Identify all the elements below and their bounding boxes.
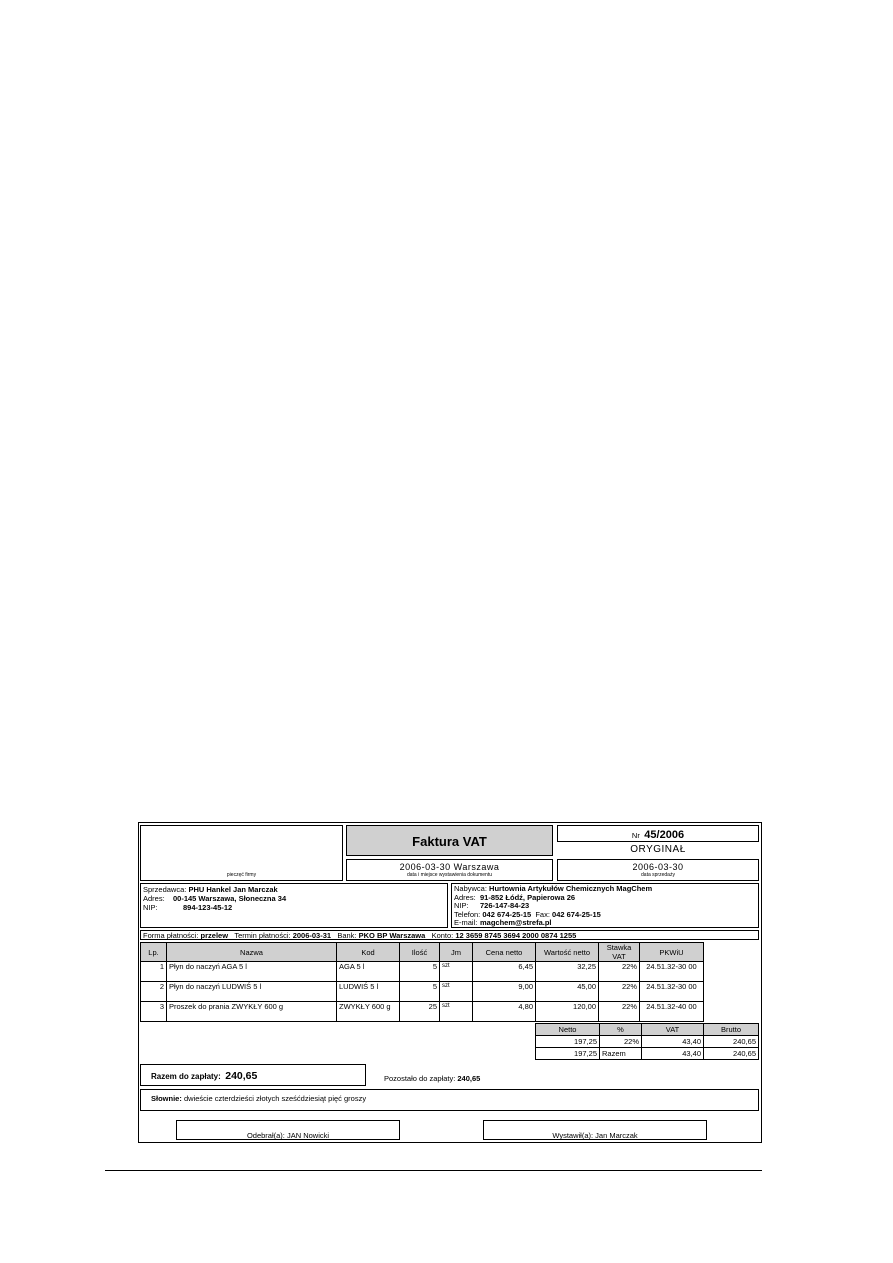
seller-nip-label: NIP: <box>143 903 158 912</box>
table-row <box>141 962 704 982</box>
items-header-row <box>141 943 704 962</box>
item-unit: szt <box>440 962 473 982</box>
buyer-fax: 042 674-25-15 <box>552 909 601 919</box>
item-name: Płyn do naczyń LUDWIŚ 5 l <box>167 982 337 1002</box>
item-unit: szt <box>440 982 473 1002</box>
stamp-label: pieczęć firmy <box>226 872 257 878</box>
buyer-name: Hurtownia Artykułów Chemicznych MagChem <box>489 884 653 893</box>
col-qty: Ilość <box>400 943 440 962</box>
issue-caption: data i miejsce wystawienia dokumentu <box>406 872 493 878</box>
account-number: 12 3659 8745 3694 2000 0874 1255 <box>455 931 577 940</box>
received-signature-box <box>176 1120 400 1140</box>
col-net-value: Wartość netto <box>536 943 599 962</box>
amount-in-words: dwieście czterdzieści złotych sześćdziesiąt pięć groszy <box>183 1094 367 1103</box>
item-pkwiu: 24.51.32-30 00 <box>640 982 704 1002</box>
invoice-number-prefix: Nr <box>631 831 640 840</box>
item-net-price: 9,00 <box>473 982 536 1002</box>
payment-due-label: Termin płatności: <box>234 931 291 940</box>
sum-col-rate: % <box>600 1024 642 1036</box>
buyer-email-label: E-mail: <box>454 918 478 927</box>
total-to-pay-box <box>140 1064 366 1086</box>
table-row <box>536 1036 759 1048</box>
table-row <box>536 1048 759 1060</box>
seller-nip: 894-123-45-12 <box>183 903 233 912</box>
buyer-address-label: Adres: <box>454 892 476 902</box>
sum-net: 197,25 <box>536 1048 600 1060</box>
item-qty: 25 <box>400 1002 440 1022</box>
seller-label: Sprzedawca: <box>143 885 187 894</box>
items-table <box>140 942 704 1022</box>
invoice-number-box <box>557 825 759 842</box>
vat-summary-table <box>535 1023 759 1060</box>
seller-box <box>140 883 448 928</box>
item-pkwiu: 24.51.32-30 00 <box>640 962 704 982</box>
item-net-price: 4,80 <box>473 1002 536 1022</box>
col-code: Kod <box>337 943 400 962</box>
col-net-price: Cena netto <box>473 943 536 962</box>
buyer-phone: 042 674-25-15 <box>482 909 532 919</box>
item-qty: 5 <box>400 982 440 1002</box>
total-to-pay-label: Razem do zapłaty: <box>151 1072 221 1081</box>
item-name: Proszek do prania ZWYKŁY 600 g <box>167 1002 337 1022</box>
sum-col-vat: VAT <box>642 1024 704 1036</box>
copy-type: ORYGINAŁ <box>630 844 686 855</box>
table-row <box>141 982 704 1002</box>
seller-address-label: Adres: <box>143 894 165 903</box>
total-to-pay: 240,65 <box>225 1070 258 1082</box>
sum-vat: 43,40 <box>642 1036 704 1048</box>
payment-line <box>140 930 759 940</box>
issued-signature-box <box>483 1120 707 1140</box>
issued-by: Wystawił(a): Jan Marczak <box>552 1131 638 1140</box>
buyer-nip: 726-147-84-23 <box>480 901 530 910</box>
item-vat-rate: 22% <box>599 982 640 1002</box>
payment-form: przelew <box>200 931 229 940</box>
sale-caption: data sprzedaży <box>641 872 675 878</box>
item-qty: 5 <box>400 962 440 982</box>
table-row <box>141 1002 704 1022</box>
item-lp: 2 <box>141 982 167 1002</box>
words-label: Słownie: <box>151 1094 182 1103</box>
remaining-line <box>384 1074 584 1084</box>
seller-name: PHU Hankel Jan Marczak <box>188 885 278 894</box>
amount-in-words-box <box>140 1089 759 1111</box>
col-lp: Lp. <box>141 943 167 962</box>
col-unit: Jm <box>440 943 473 962</box>
remaining-amount: 240,65 <box>457 1074 481 1083</box>
payment-form-label: Forma płatności: <box>143 931 199 940</box>
item-code: LUDWIŚ 5 l <box>337 982 400 1002</box>
buyer-email: magchem@strefa.pl <box>480 918 552 927</box>
account-label: Konto: <box>431 931 454 940</box>
buyer-box <box>451 883 759 928</box>
received-by: Odebrał(a): JAN Nowicki <box>246 1131 330 1140</box>
seller-address: 00-145 Warszawa, Słoneczna 34 <box>173 894 287 903</box>
item-code: ZWYKŁY 600 g <box>337 1002 400 1022</box>
bank-name: PKO BP Warszawa <box>358 931 426 940</box>
sum-vat: 43,40 <box>642 1048 704 1060</box>
item-vat-rate: 22% <box>599 962 640 982</box>
item-net-value: 120,00 <box>536 1002 599 1022</box>
buyer-fax-label: Fax: <box>535 909 550 919</box>
sum-rate: 22% <box>600 1036 642 1048</box>
sum-col-gross: Brutto <box>704 1024 759 1036</box>
item-name: Płyn do naczyń AGA 5 l <box>167 962 337 982</box>
col-pkwiu: PKWiU <box>640 943 704 962</box>
col-vat-rate: Stawka VAT <box>599 943 640 962</box>
item-net-value: 45,00 <box>536 982 599 1002</box>
invoice-title: Faktura VAT <box>346 825 553 856</box>
issue-place-date-box <box>346 859 553 881</box>
sum-rate: Razem <box>600 1048 642 1060</box>
item-unit: szt <box>440 1002 473 1022</box>
buyer-nip-label: NIP: <box>454 901 469 910</box>
issue-place-date: 2006-03-30 Warszawa <box>399 862 500 872</box>
bank-label: Bank: <box>337 931 357 940</box>
sum-col-net: Netto <box>536 1024 600 1036</box>
item-lp: 3 <box>141 1002 167 1022</box>
invoice-number: 45/2006 <box>644 829 685 841</box>
item-net-price: 6,45 <box>473 962 536 982</box>
footer-rule <box>105 1170 762 1171</box>
buyer-label: Nabywca: <box>454 884 487 893</box>
sum-gross: 240,65 <box>704 1048 759 1060</box>
sale-date-box <box>557 859 759 881</box>
payment-due: 2006-03-31 <box>292 931 332 940</box>
item-net-value: 32,25 <box>536 962 599 982</box>
sum-net: 197,25 <box>536 1036 600 1048</box>
company-stamp-box <box>140 825 343 881</box>
remaining-label: Pozostało do zapłaty: <box>384 1074 456 1083</box>
item-vat-rate: 22% <box>599 1002 640 1022</box>
item-pkwiu: 24.51.32-40 00 <box>640 1002 704 1022</box>
sale-date: 2006-03-30 <box>632 862 684 872</box>
buyer-address: 91-852 Łódź, Papierowa 26 <box>480 892 576 902</box>
summary-header-row <box>536 1024 759 1036</box>
buyer-phone-label: Telefon: <box>454 909 481 919</box>
sum-gross: 240,65 <box>704 1036 759 1048</box>
col-name: Nazwa <box>167 943 337 962</box>
item-code: AGA 5 l <box>337 962 400 982</box>
item-lp: 1 <box>141 962 167 982</box>
